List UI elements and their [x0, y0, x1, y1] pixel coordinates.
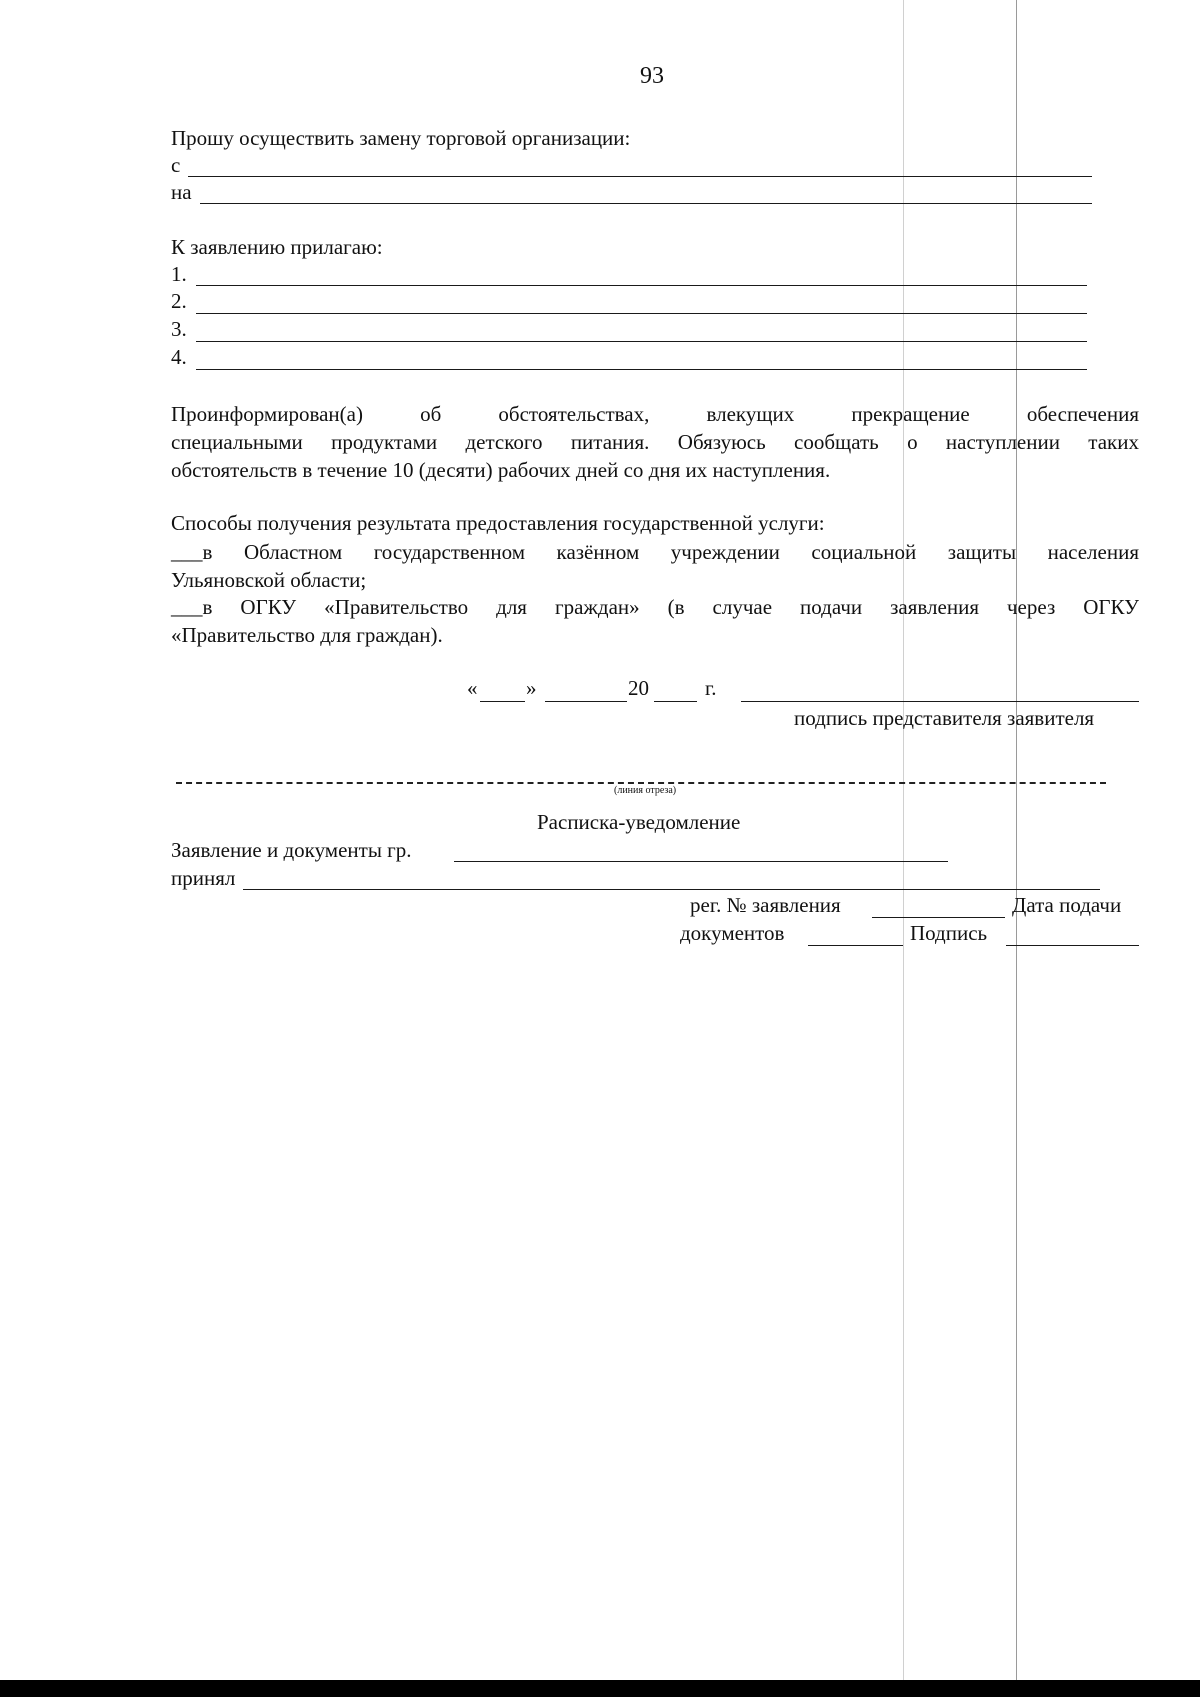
- cut-line: [176, 782, 1106, 784]
- paragraph-line: Проинформирован(а) об обстоятельствах, влекущих прекращение обеспечения: [171, 402, 1139, 426]
- from-label: с: [171, 153, 181, 177]
- paragraph-line: ___в ОГКУ «Правительство для граждан» (в случае подачи заявления через ОГКУ: [171, 595, 1139, 619]
- attachment-input-line[interactable]: [196, 369, 1087, 370]
- attachment-input-line[interactable]: [196, 285, 1087, 286]
- paragraph-line: обстоятельств в течение 10 (десяти) рабочих дней со дня их наступления.: [171, 458, 831, 482]
- attachment-number: 1.: [171, 262, 187, 286]
- receipt-signature-line[interactable]: [1006, 945, 1139, 946]
- receipt-date-label: Дата подачи: [1012, 893, 1122, 917]
- signature-line[interactable]: [741, 701, 1139, 702]
- receipt-documents-line[interactable]: [808, 945, 903, 946]
- signature-caption: подпись представителя заявителя: [794, 706, 1095, 730]
- date-year-prefix: 20: [628, 676, 649, 700]
- cut-line-label: (линия отреза): [614, 785, 677, 796]
- paragraph-line: Ульяновской области;: [171, 568, 367, 592]
- receipt-signature-label: Подпись: [910, 921, 988, 945]
- date-close-quote: »: [526, 676, 537, 700]
- paragraph-line: «Правительство для граждан).: [171, 623, 443, 647]
- informed-paragraph: [171, 400, 1139, 484]
- receipt-documents-label: документов: [680, 921, 785, 945]
- scan-artifact-line: [1016, 0, 1017, 1680]
- scan-artifact-line: [903, 0, 904, 1680]
- scan-bottom-border: [0, 1680, 1200, 1697]
- date-open-quote: «: [467, 676, 478, 700]
- attachments-heading: К заявлению прилагаю:: [171, 235, 383, 259]
- receipt-reg-label: рег. № заявления: [690, 893, 841, 917]
- date-year-line[interactable]: [654, 701, 697, 702]
- date-year-suffix: г.: [705, 676, 717, 700]
- date-month-line[interactable]: [545, 701, 627, 702]
- attachment-number: 4.: [171, 345, 187, 369]
- receipt-title: Расписка-уведомление: [537, 810, 741, 834]
- paragraph-line: ___в Областном государственном казённом учреждении социальной защиты населения: [171, 540, 1139, 564]
- method-option-2[interactable]: [171, 593, 1139, 649]
- attachment-number: 3.: [171, 317, 187, 341]
- attachment-number: 2.: [171, 289, 187, 313]
- method-option-1[interactable]: [171, 538, 1139, 594]
- methods-heading: Способы получения результата предоставления государственной услуги:: [171, 511, 825, 535]
- request-heading: Прошу осуществить замену торговой организации:: [171, 126, 631, 150]
- receipt-accepted-label: принял: [171, 866, 236, 890]
- to-label: на: [171, 180, 192, 204]
- receipt-reg-line[interactable]: [872, 917, 1005, 918]
- receipt-accepted-line[interactable]: [243, 889, 1100, 890]
- paragraph-line: специальными продуктами детского питания. Обязуюсь сообщать о наступлении таких: [171, 430, 1139, 454]
- page-number: 93: [640, 63, 664, 89]
- to-input-line[interactable]: [200, 203, 1092, 204]
- receipt-name-line[interactable]: [454, 861, 948, 862]
- date-day-line[interactable]: [480, 701, 525, 702]
- receipt-docs-label: Заявление и документы гр.: [171, 838, 412, 862]
- from-input-line[interactable]: [188, 176, 1092, 177]
- attachment-input-line[interactable]: [196, 341, 1087, 342]
- attachment-input-line[interactable]: [196, 313, 1087, 314]
